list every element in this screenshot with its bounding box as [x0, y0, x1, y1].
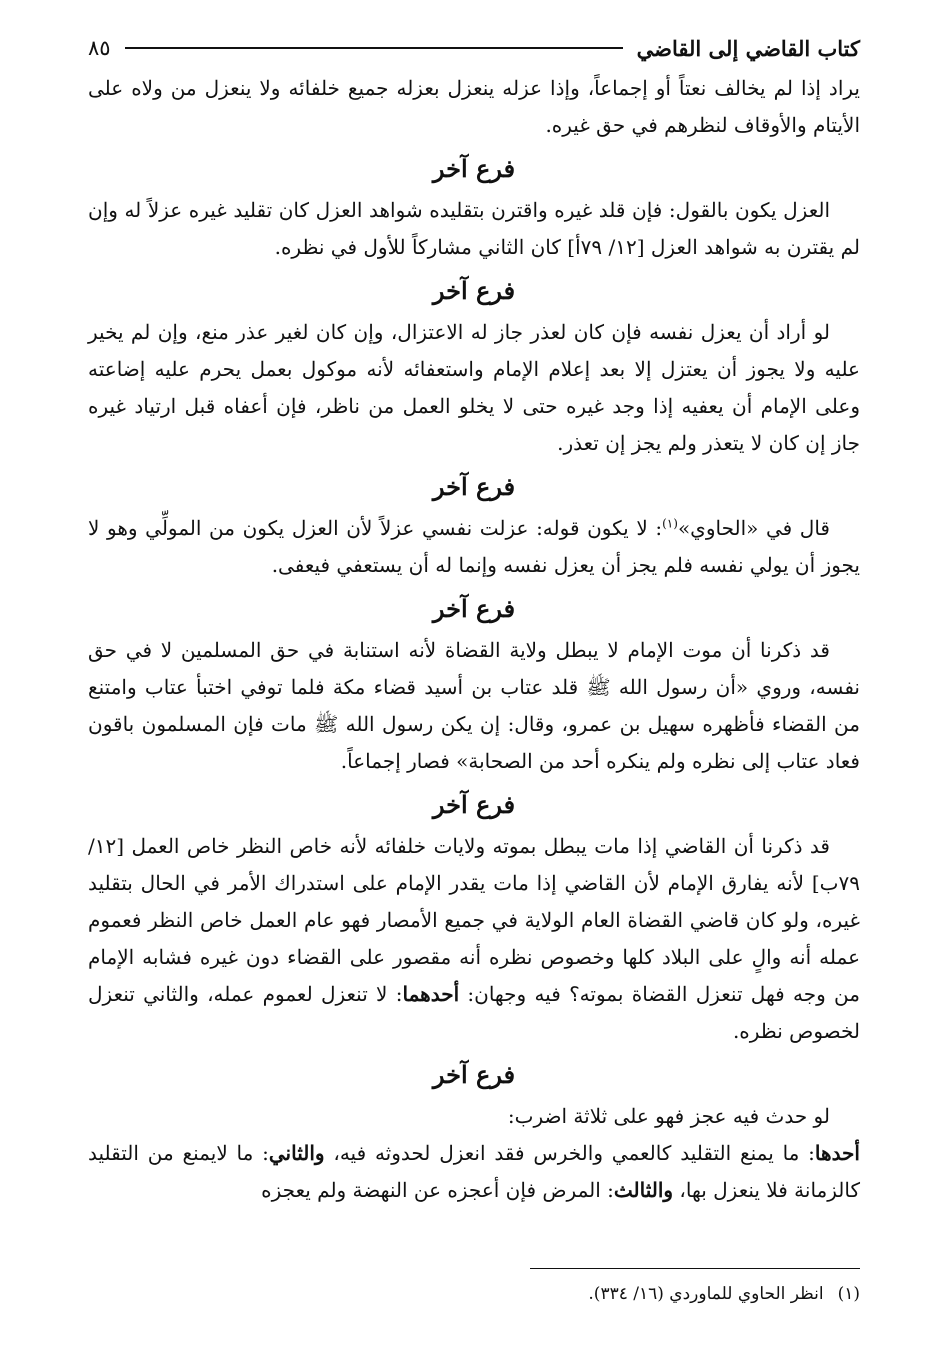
footnotes: [88, 1280, 860, 1308]
book-title: كتاب القاضي إلى القاضي: [636, 35, 860, 61]
bold-term: والثاني: [268, 1141, 325, 1165]
footnote-number: (١): [837, 1284, 860, 1304]
bold-term: أحدهما: [402, 982, 460, 1006]
paragraph-text: : لا تنعزل لعموم عمله، والثاني تنعزل لخصوص نظره.: [88, 982, 860, 1043]
page-number: ٨٥: [88, 36, 111, 60]
paragraph-continuation: يراد إذا لم يخالف نعتاً أو إجماعاً، وإذا عزله ينعزل بعزله جميع خلفائه ولا ينعزل من ولاه على الأيتام والأوقاف لنظرهم في حق غيره.: [88, 76, 860, 137]
book-page: [88, 28, 860, 1304]
footnote-separator: [530, 1268, 860, 1269]
bold-term: والثالث: [613, 1178, 674, 1202]
paragraph-text: : المرض فإن أعجزه عن النهضة ولم يعجزه: [261, 1178, 614, 1202]
paragraph: لو أراد أن يعزل نفسه فإن كان لعذر جاز له الاعتزال، وإن كان لغير عذر منع، وإن لم يخير عليه ولا يجوز أن يعتزل إلا بعد إعلام الإمام واستعفائه لأنه موكول بعمل يحرم عليه إضاعته وعلى الإمام أن يعفيه إذا وجد غيره حتى لا يخلو العمل من ناظر، فإن أعفاه قبل ارتياد غيره جاز إن كان لا يتعذر ولم يجز إن تعذر.: [88, 320, 860, 455]
paragraph-text: قد ذكرنا أن القاضي إذا مات يبطل بموته ولايات خلفائه لأنه خاص النظر خاص العمل [١٢/ ٧٩ب] لأنه يفارق الإمام لأن القاضي إذا مات يقدر الإمام على استدراك الأمر في الحال بتقليد غيره، ولو كان قاضي القضاة العام الولاية في جميع الأمصار فهو عام العمل خاص النظر فعموم عمله أنه والٍ على البلاد كلها وخصوص نظره أنه مقصور على القضاء دون غيره فشابه الإمام من وجه فهل تنعزل القضاة بموته؟ فيه وجهان:: [88, 834, 860, 1006]
paragraph: قد ذكرنا أن موت الإمام لا يبطل ولاية القضاة لأنه استنابة في حق المسلمين لا في حق نفسه، وروي «أن رسول الله ﷺ قلد عتاب بن أسيد قضاء مكة فلما توفي اختبأ عتاب وامتنع من القضاء فأظهره سهيل بن عمرو، وقال: إن يكن رسول الله ﷺ مات فإن المسلمون باقون فعاد عتاب إلى نظره ولم ينكره أحد من الصحابة» فصار إجماعاً.: [88, 638, 860, 773]
section-heading: فرع آخر: [432, 154, 516, 183]
footnote-text: انظر الحاوي للماوردي (١٦/ ٣٣٤).: [588, 1284, 824, 1304]
paragraph-text: قال في «الحاوي»: [677, 516, 830, 540]
footnote: [88, 1280, 860, 1308]
footnote-reference[interactable]: (١): [662, 516, 678, 531]
header-rule: [125, 47, 623, 49]
paragraph: لو حدث فيه عجز فهو على ثلاثة اضرب:: [507, 1104, 830, 1128]
paragraph: العزل يكون بالقول: فإن قلد غيره واقترن بتقليده شواهد العزل كان تقليد غيره عزلاً له وإن لم يقترن به شواهد العزل [١٢/ ٧٩أ] كان الثاني مشاركاً للأول في نظره.: [88, 198, 860, 259]
bold-term: أحدها: [814, 1141, 860, 1165]
section-heading: فرع آخر: [432, 276, 516, 305]
paragraph-text: : لا يكون قوله: عزلت نفسي عزلاً لأن العزل يكون من المولِّي وهو لا يجوز أن يولي نفسه فلم يجز أن يعزل نفسه وإنما له أن يستعفي فيعفى.: [88, 516, 860, 577]
running-header: [88, 28, 860, 68]
paragraph-text: : ما لايمنع من التقليد كالزمانة فلا ينعزل بها،: [88, 1141, 860, 1202]
paragraph: [88, 510, 860, 584]
section-heading: فرع آخر: [432, 594, 516, 623]
paragraph: [88, 828, 860, 1050]
section-heading: فرع آخر: [432, 1060, 516, 1089]
paragraph-text: : ما يمنع التقليد كالعمي والخرس فقد انعزل لحدوثه فيه،: [324, 1141, 815, 1165]
section-heading: فرع آخر: [432, 472, 516, 501]
paragraph: [88, 1135, 860, 1209]
section-heading: فرع آخر: [432, 790, 516, 819]
